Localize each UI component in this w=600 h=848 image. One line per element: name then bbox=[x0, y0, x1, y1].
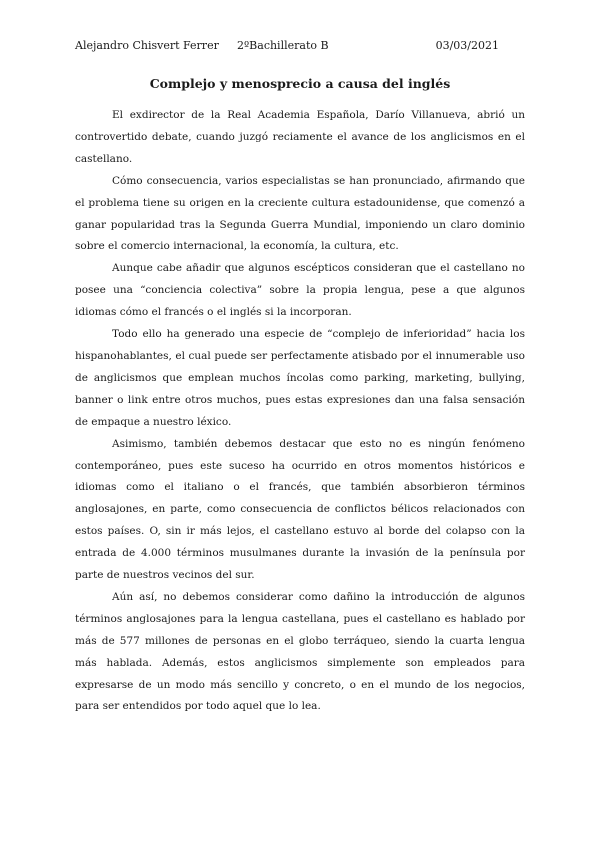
document-body bbox=[75, 105, 525, 718]
paragraph: Aunque cabe añadir que algunos escépticos consideran que el castellano no posee una “conciencia colectiva” sobre la propia lengua, pese a que algunos idiomas cómo el francés o el inglés si la incorporan. bbox=[75, 262, 525, 319]
paragraph: Asimismo, también debemos destacar que esto no es ningún fenómeno contemporáneo, pues este suceso ha ocurrido en otros momentos históricos e idiomas como el italiano o el francés, que también absorbieron términos anglosajones, en parte, como consecuencia de conflictos bélicos relacionados con estos países. O, sin ir más lejos, el castellano estuvo al borde del colapso con la entrada de 4.000 términos musulmanes durante la invasión de la península por parte de nuestros vecinos del sur. bbox=[75, 437, 525, 582]
paragraph: Cómo consecuencia, varios especialistas se han pronunciado, afirmando que el problema tiene su origen en la creciente cultura estadounidense, que comenzó a ganar popularidad tras la Segunda Guerra Mundial, imponiendo un claro dominio sobre el comercio internacional, la economía, la cultura, etc. bbox=[75, 174, 525, 253]
page-header bbox=[75, 38, 499, 54]
document-date: 03/03/2021 bbox=[435, 39, 499, 52]
paragraph: Aún así, no debemos considerar como dañino la introducción de algunos términos anglosajones para la lengua castellana, pues el castellano es hablado por más de 577 millones de personas en el globo terráqueo, siendo la cuarta lengua más hablada. Además, estos anglicismos simplemente son empleados para expresarse de un modo más sencillo y concreto, o en el mundo de los negocios, para ser entendidos por todo aquel que lo lea. bbox=[75, 590, 525, 713]
course-label: 2ºBachillerato B bbox=[237, 39, 329, 52]
paragraph: Todo ello ha generado una especie de “complejo de inferioridad” hacia los hispanohablantes, el cual puede ser perfectamente atisbado por el innumerable uso de anglicismos que emplean muchos íncolas como parking, marketing, bullying, banner o link entre otros muchos, pues estas expresiones dan una falsa sensación de empaque a nuestro léxico. bbox=[75, 328, 525, 428]
author-name: Alejandro Chisvert Ferrer bbox=[75, 39, 219, 52]
paragraph: El exdirector de la Real Academia Española, Darío Villanueva, abrió un controvertido debate, cuando juzgó reciamente el avance de los anglicismos en el castellano. bbox=[75, 109, 525, 165]
document-title: Complejo y menosprecio a causa del inglés bbox=[149, 76, 451, 91]
